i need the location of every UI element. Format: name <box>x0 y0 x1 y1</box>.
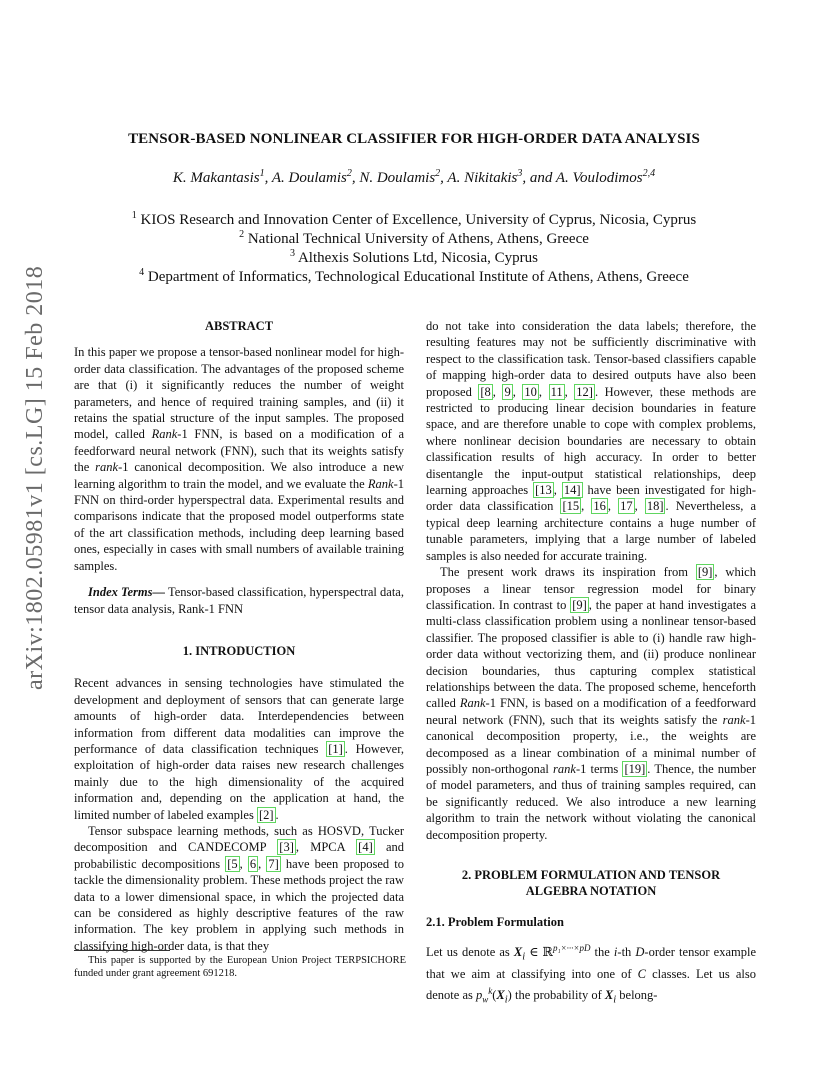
footnote: This paper is supported by the European Union Project TERPSICHORE funded under grant agreement 691218. <box>74 955 406 979</box>
citation-link[interactable]: 11 <box>550 384 563 399</box>
citation-link[interactable]: [15 <box>562 499 580 514</box>
subsection-2-1-heading: 2.1. Problem Formulation <box>426 914 564 929</box>
paper-title: TENSOR-BASED NONLINEAR CLASSIFIER FOR HIGH-ORDER DATA ANALYSIS <box>128 131 700 147</box>
arxiv-sidebar-stamp: arXiv:1802.05981v1 [cs.LG] 15 Feb 2018 <box>22 265 48 690</box>
footnote-rule <box>74 950 170 951</box>
citation-link[interactable]: [3] <box>279 840 294 855</box>
citation-link[interactable]: [2] <box>258 807 274 822</box>
affiliation-1: $^1$ KIOS Research and Innovation Center of Excellence, University of Cyprus, Nicosia, Cyprus <box>131 210 697 228</box>
citation-link[interactable]: 10 <box>524 384 537 399</box>
intro-heading: 1. INTRODUCTION <box>182 643 296 658</box>
intro-paragraph-2: Tensor subspace learning methods, such as HOSVD, Tucker decomposition and CANDECOMP [3] , MPCA [4] and probabilistic decompositions [5 , 6 , 7] have been proposed to tackle the dimensionality problem. These methods project the raw data to a lower dimensional space, in which the projected data can be considered as highly descriptive features of the raw information. The key problem in applying such methods in classifying high-order data, is that they <box>74 823 405 953</box>
citation-link[interactable]: [8 <box>480 384 491 399</box>
citation-link[interactable]: 12] <box>576 384 593 399</box>
citation-link[interactable]: [13 <box>535 483 552 498</box>
abstract-text: In this paper we propose a tensor-based nonlinear model for high-order data classification. The advantages of the proposed scheme are that (i) it significantly reduces the number of weight parameters, and hence of required training samples, and (ii) it retains the spatial structure of the input samples. The proposed model, called Rank-1 FNN, is based on a modification of a feedforward neural network (FNN), such that its weights satisfy the rank-1 canonical decomposition. We also introduce a new learning algorithm to train the model, and we evaluate the Rank-1 FNN on third-order hyperspectral data. Experimental results and comparisons indicate that the proposed model outperforms state of the art classification methods, including deep learning based ones, especially in cases with small numbers of available training samples. <box>74 345 404 573</box>
citation-link[interactable]: [5 <box>227 856 238 871</box>
citation-link[interactable]: 6 <box>249 856 257 871</box>
citation-link[interactable]: 7] <box>268 856 279 871</box>
affiliation-2: $^2$ National Technical University of Athens, Athens, Greece <box>239 229 589 247</box>
abstract-heading: ABSTRACT <box>204 319 274 333</box>
section-2-heading: 2. PROBLEM FORMULATION AND TENSOR ALGEBRA NOTATION <box>461 868 721 899</box>
affiliation-3: $^3$ Althexis Solutions Ltd, Nicosia, Cyprus <box>290 248 538 266</box>
right-paragraph-1: do not take into consideration the data labels; therefore, the resulting features may not be sufficiently discriminative with respect to the classification task. Tensor-based classifiers capable of mapping high-order data to desired outputs have also been proposed [8 , 9 , 10 , 11 , 12] . However, these methods are restricted to producing linear decision boundaries in feature space, and are therefore unable to cope with complex problems, where nonlinear decision boundaries are necessary to obtain classification results of high accuracy. In order to better disentangle the input-output statistical relationships, deep learning approaches [13 , 14] have been investigated for high-order data classification [15 , 16 , 17 , 18] . Nevertheless, a typical deep learning architecture contains a huge number of tunable parameters, implying that a large number of labeled samples is also needed for accurate training. <box>426 319 757 563</box>
citation-link[interactable]: 18] <box>646 499 664 514</box>
citation-link[interactable]: [9] <box>697 565 713 580</box>
right-column <box>426 318 756 1009</box>
citation-link[interactable]: 9 <box>504 384 511 399</box>
index-terms: Index Terms— Tensor-based classification, hyperspectral data, tensor data analysis, Rank-1 FNN <box>74 585 404 616</box>
problem-formulation-text: Let us denote as $X_i$ ∈ ℝ$^{p_1\times\cdot\cdot\cdot\times pD}$ the i-th D-order tensor example that we aim at classifying into one of C classes. Let us also denote as $p_w^k(X_i)$ the probability of $X_i$ belong- <box>426 943 757 1006</box>
citation-link[interactable]: 14] <box>563 483 581 498</box>
citation-link[interactable]: [4] <box>358 840 373 855</box>
right-paragraph-2: The present work draws its inspiration from [9] , which proposes a linear tensor regression model for binary classification. In contrast to [9] , the paper at hand investigates a multi-class classification problem using a nonlinear tensor-based classifier. The proposed classifier is able to (i) handle raw high-order data without vectorizing them, and (ii) produce nonlinear decision boundaries, thus capturing complex statistical relationships between the data. The proposed scheme, henceforth called Rank-1 FNN, is based on a modification of a feedforward neural network (FNN), such that its weights satisfy the rank-1 canonical decomposition property, i.e., the weights are decomposed as a linear combination of a minimal number of possibly non-orthogonal rank-1 terms [19] . Thence, the number of model parameters, and thus of training samples required, can be significantly reduced. We also introduce a new learning algorithm to train the network without violating the canonical decomposition property. <box>426 565 756 842</box>
citation-link[interactable]: 17 <box>620 499 633 514</box>
citation-link[interactable]: [9] <box>572 597 587 612</box>
citation-link[interactable]: 16 <box>593 499 606 514</box>
intro-paragraph-1: Recent advances in sensing technologies have stimulated the development and deployment of sensors that can generate large amounts of high-order data. Interdependencies between information from different data modalities can improve the performance of data classification techniques [1] . However, exploitation of high-order data raises new research challenges mainly due to the high dimensionality of the acquired information and, depending on the application at hand, the limited number of labeled examples [2] . <box>74 676 405 822</box>
left-column <box>74 318 404 954</box>
author-list: K. Makantasis$^1$, A. Doulamis$^2$, N. Doulamis$^2$, A. Nikitakis$^3$, and A. Voulodimos$^{2,4}$ <box>172 168 656 186</box>
affiliation-4: $^4$ Department of Informatics, Technological Educational Institute of Athens, Athens, Greece <box>139 267 689 285</box>
citation-link[interactable]: [19] <box>624 761 646 776</box>
citation-link[interactable]: [1] <box>328 741 343 756</box>
